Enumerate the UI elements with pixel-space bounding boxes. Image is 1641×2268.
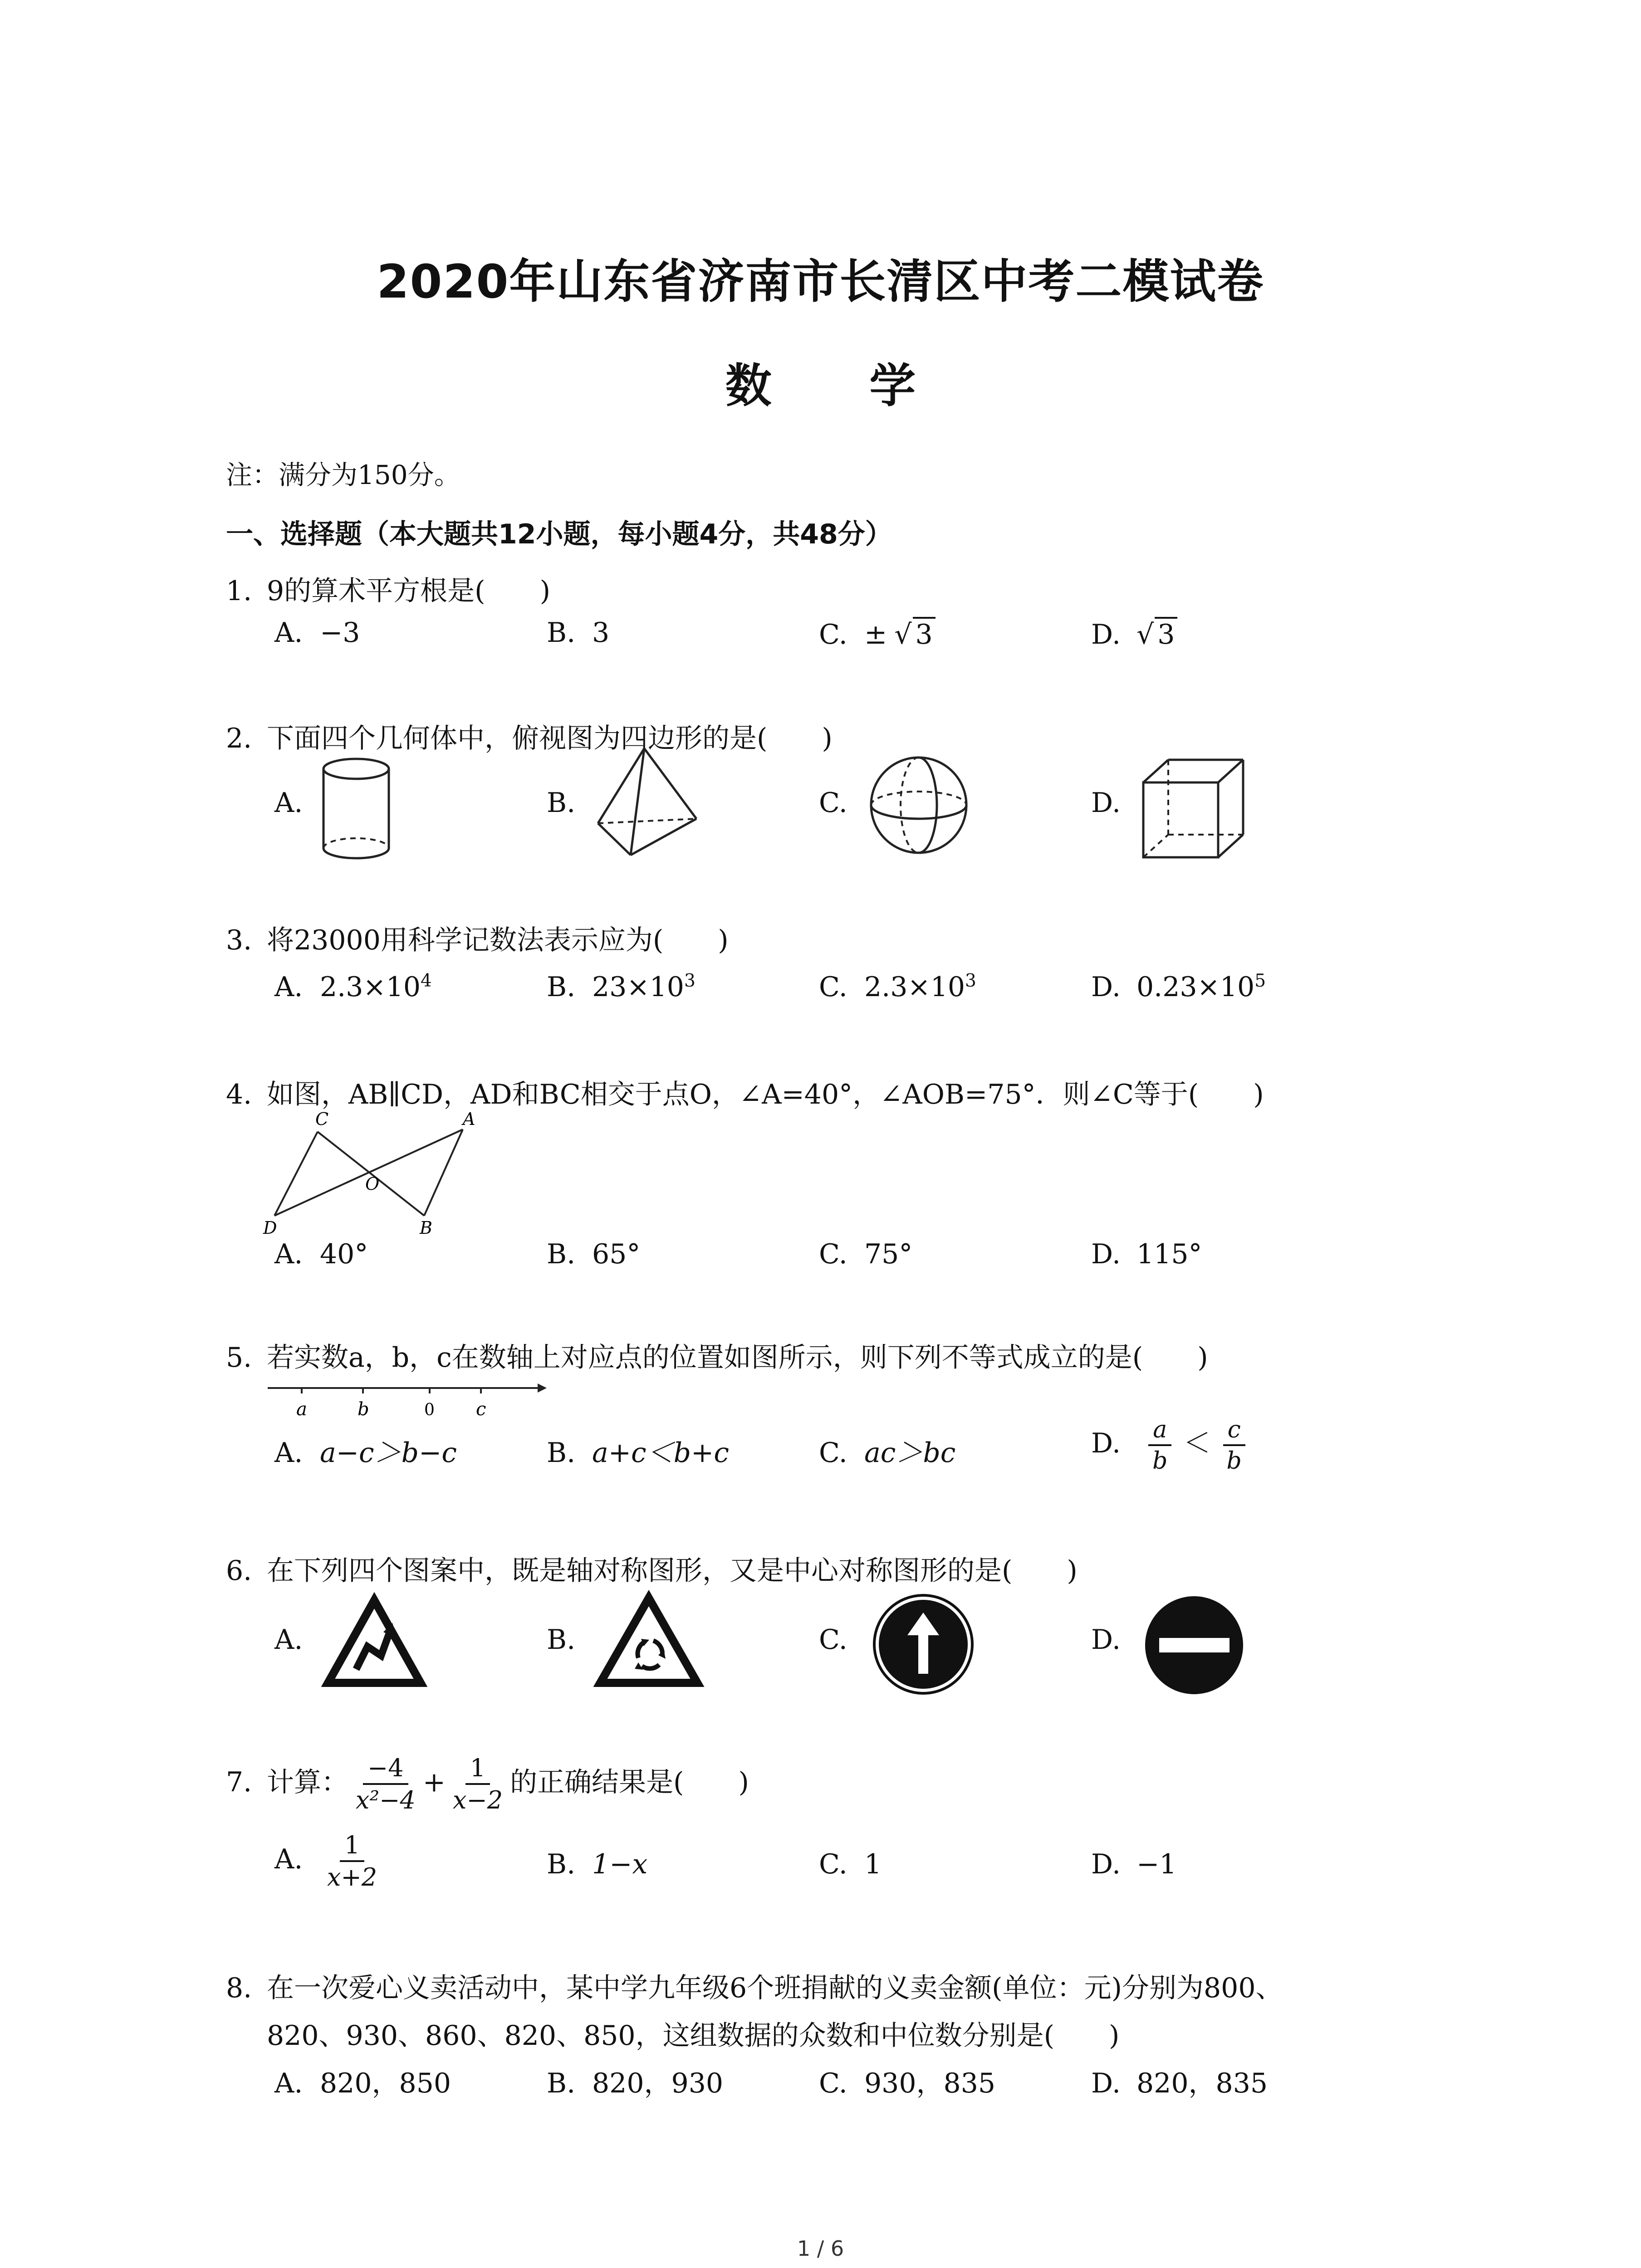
- cube-figure: [1141, 758, 1259, 866]
- q4-option-d: D. 115°: [1091, 1238, 1202, 1270]
- question-1: [226, 569, 550, 608]
- question-text: 将23000用科学记数法表示应为( ): [267, 924, 729, 956]
- question-text: 在下列四个图案中，既是轴对称图形，又是中心对称图形的是( ): [267, 1555, 1078, 1587]
- q7-option-c: C. 1: [819, 1848, 882, 1880]
- q1-option-d: D. √ 3: [1091, 617, 1177, 650]
- question-3: 3. 将23000用科学记数法表示应为( ): [226, 924, 729, 956]
- question-text: 9的算术平方根是( ): [267, 575, 550, 607]
- zigzag-warning-sign-icon: [324, 1597, 424, 1687]
- q5-option-c: C. ac＞bc: [819, 1437, 956, 1469]
- q5-option-b: B. a+c＜b+c: [547, 1437, 729, 1469]
- parallel-lines-figure: [263, 1109, 499, 1236]
- label-b: B: [420, 1218, 432, 1238]
- q2-label-a: A.: [274, 787, 303, 819]
- up-arrow-sign-icon: [871, 1592, 975, 1696]
- q8-option-c: C. 930，835: [819, 2068, 996, 2099]
- question-2: 2. 下面四个几何体中，俯视图为四边形的是( ): [226, 723, 833, 754]
- question-text: 若实数a，b，c在数轴上对应点的位置如图所示，则下列不等式成立的是( ): [267, 1342, 1208, 1374]
- label-c: C: [315, 1109, 329, 1129]
- q8-option-a: A. 820，850: [274, 2068, 451, 2099]
- question-6: 6. 在下列四个图案中，既是轴对称图形，又是中心对称图形的是( ): [226, 1555, 1078, 1587]
- q3-option-c: C. $2.3\times 10^3$: [819, 971, 976, 1003]
- q2-label-b: B.: [547, 787, 576, 819]
- label-a: A: [463, 1109, 475, 1129]
- q2-label-d: D.: [1091, 787, 1121, 819]
- question-7: 7. 计算： $\frac{-4}{\text{x²−4}}$ + $\frac{1}{x-2}$ 的正确结果是( ): [226, 1754, 749, 1814]
- section-heading: 一、选择题（本大题共12小题，每小题4分，共48分）: [226, 518, 892, 550]
- question-text: 如图，AB∥CD，AD和BC相交于点O，∠A=40°，∠AOB=75°．则∠C等于( ): [267, 1079, 1264, 1110]
- axis-label-b: b: [358, 1399, 369, 1420]
- question-number: 1.: [226, 575, 252, 607]
- cylinder-figure: [318, 755, 399, 864]
- score-note: 注：满分为150分。: [226, 459, 460, 490]
- q8-option-d: D. 820，835: [1091, 2068, 1268, 2099]
- page-number: 1 / 6: [797, 2236, 844, 2261]
- axis-label-c: c: [476, 1399, 486, 1420]
- exam-subject: 数 学: [725, 359, 957, 413]
- roundabout-warning-sign-icon: [597, 1594, 701, 1690]
- q2-label-c: C.: [819, 787, 847, 819]
- sphere-figure: [867, 753, 975, 862]
- q1-option-b: B. 3: [547, 617, 610, 649]
- q7-option-d: D. −1: [1091, 1848, 1177, 1880]
- q5-option-d: D. $\frac{a}{b}$ ＜ $\frac{c}{b}$: [1091, 1418, 1249, 1473]
- label-o: O: [365, 1174, 380, 1194]
- exam-title: 2020年山东省济南市长清区中考二模试卷: [377, 255, 1264, 309]
- q3-option-d: D. $0.23\times 10^5$: [1091, 971, 1266, 1003]
- question-4: 4. 如图，AB∥CD，AD和BC相交于点O，∠A=40°，∠AOB=75°．则∠C等于( ): [226, 1079, 1264, 1110]
- axis-label-a: a: [296, 1399, 307, 1420]
- label-d: D: [263, 1218, 277, 1238]
- q1-option-a: A. −3: [274, 617, 360, 649]
- q4-option-c: C. 75°: [819, 1238, 913, 1270]
- pyramid-figure: [594, 744, 703, 862]
- no-entry-sign-icon: [1143, 1594, 1245, 1696]
- q8-option-b: B. 820，930: [547, 2068, 724, 2099]
- q6-label-c: C.: [819, 1624, 847, 1656]
- question-text: 下面四个几何体中，俯视图为四边形的是( ): [267, 723, 833, 754]
- q3-option-b: B. $23\times 10^3$: [547, 971, 696, 1003]
- number-line-figure: [265, 1379, 547, 1424]
- q6-label-d: D.: [1091, 1624, 1121, 1656]
- q4-option-b: B. 65°: [547, 1238, 641, 1270]
- q7-option-a: A. $\frac{1}{x+2}$: [274, 1831, 377, 1892]
- q6-label-a: A.: [274, 1624, 303, 1656]
- q3-option-a: A. $2.3\times 10^4$: [274, 971, 432, 1003]
- q7-option-b: B. 1−x: [547, 1848, 648, 1880]
- q1-option-c: C. ± √ 3: [819, 617, 936, 650]
- question-5: 5. 若实数a，b，c在数轴上对应点的位置如图所示，则下列不等式成立的是( ): [226, 1342, 1208, 1374]
- question-8: 8. 在一次爱心义卖活动中，某中学九年级6个班捐献的义卖金额(单位：元)分别为800、: [226, 1972, 1283, 2004]
- axis-label-zero: 0: [424, 1401, 435, 1419]
- question-8-line-2: 820、930、860、820、850，这组数据的众数和中位数分别是( ): [267, 2020, 1120, 2052]
- q4-option-a: A. 40°: [274, 1238, 368, 1270]
- q6-label-b: B.: [547, 1624, 576, 1656]
- q5-option-a: A. a−c＞b−c: [274, 1437, 457, 1469]
